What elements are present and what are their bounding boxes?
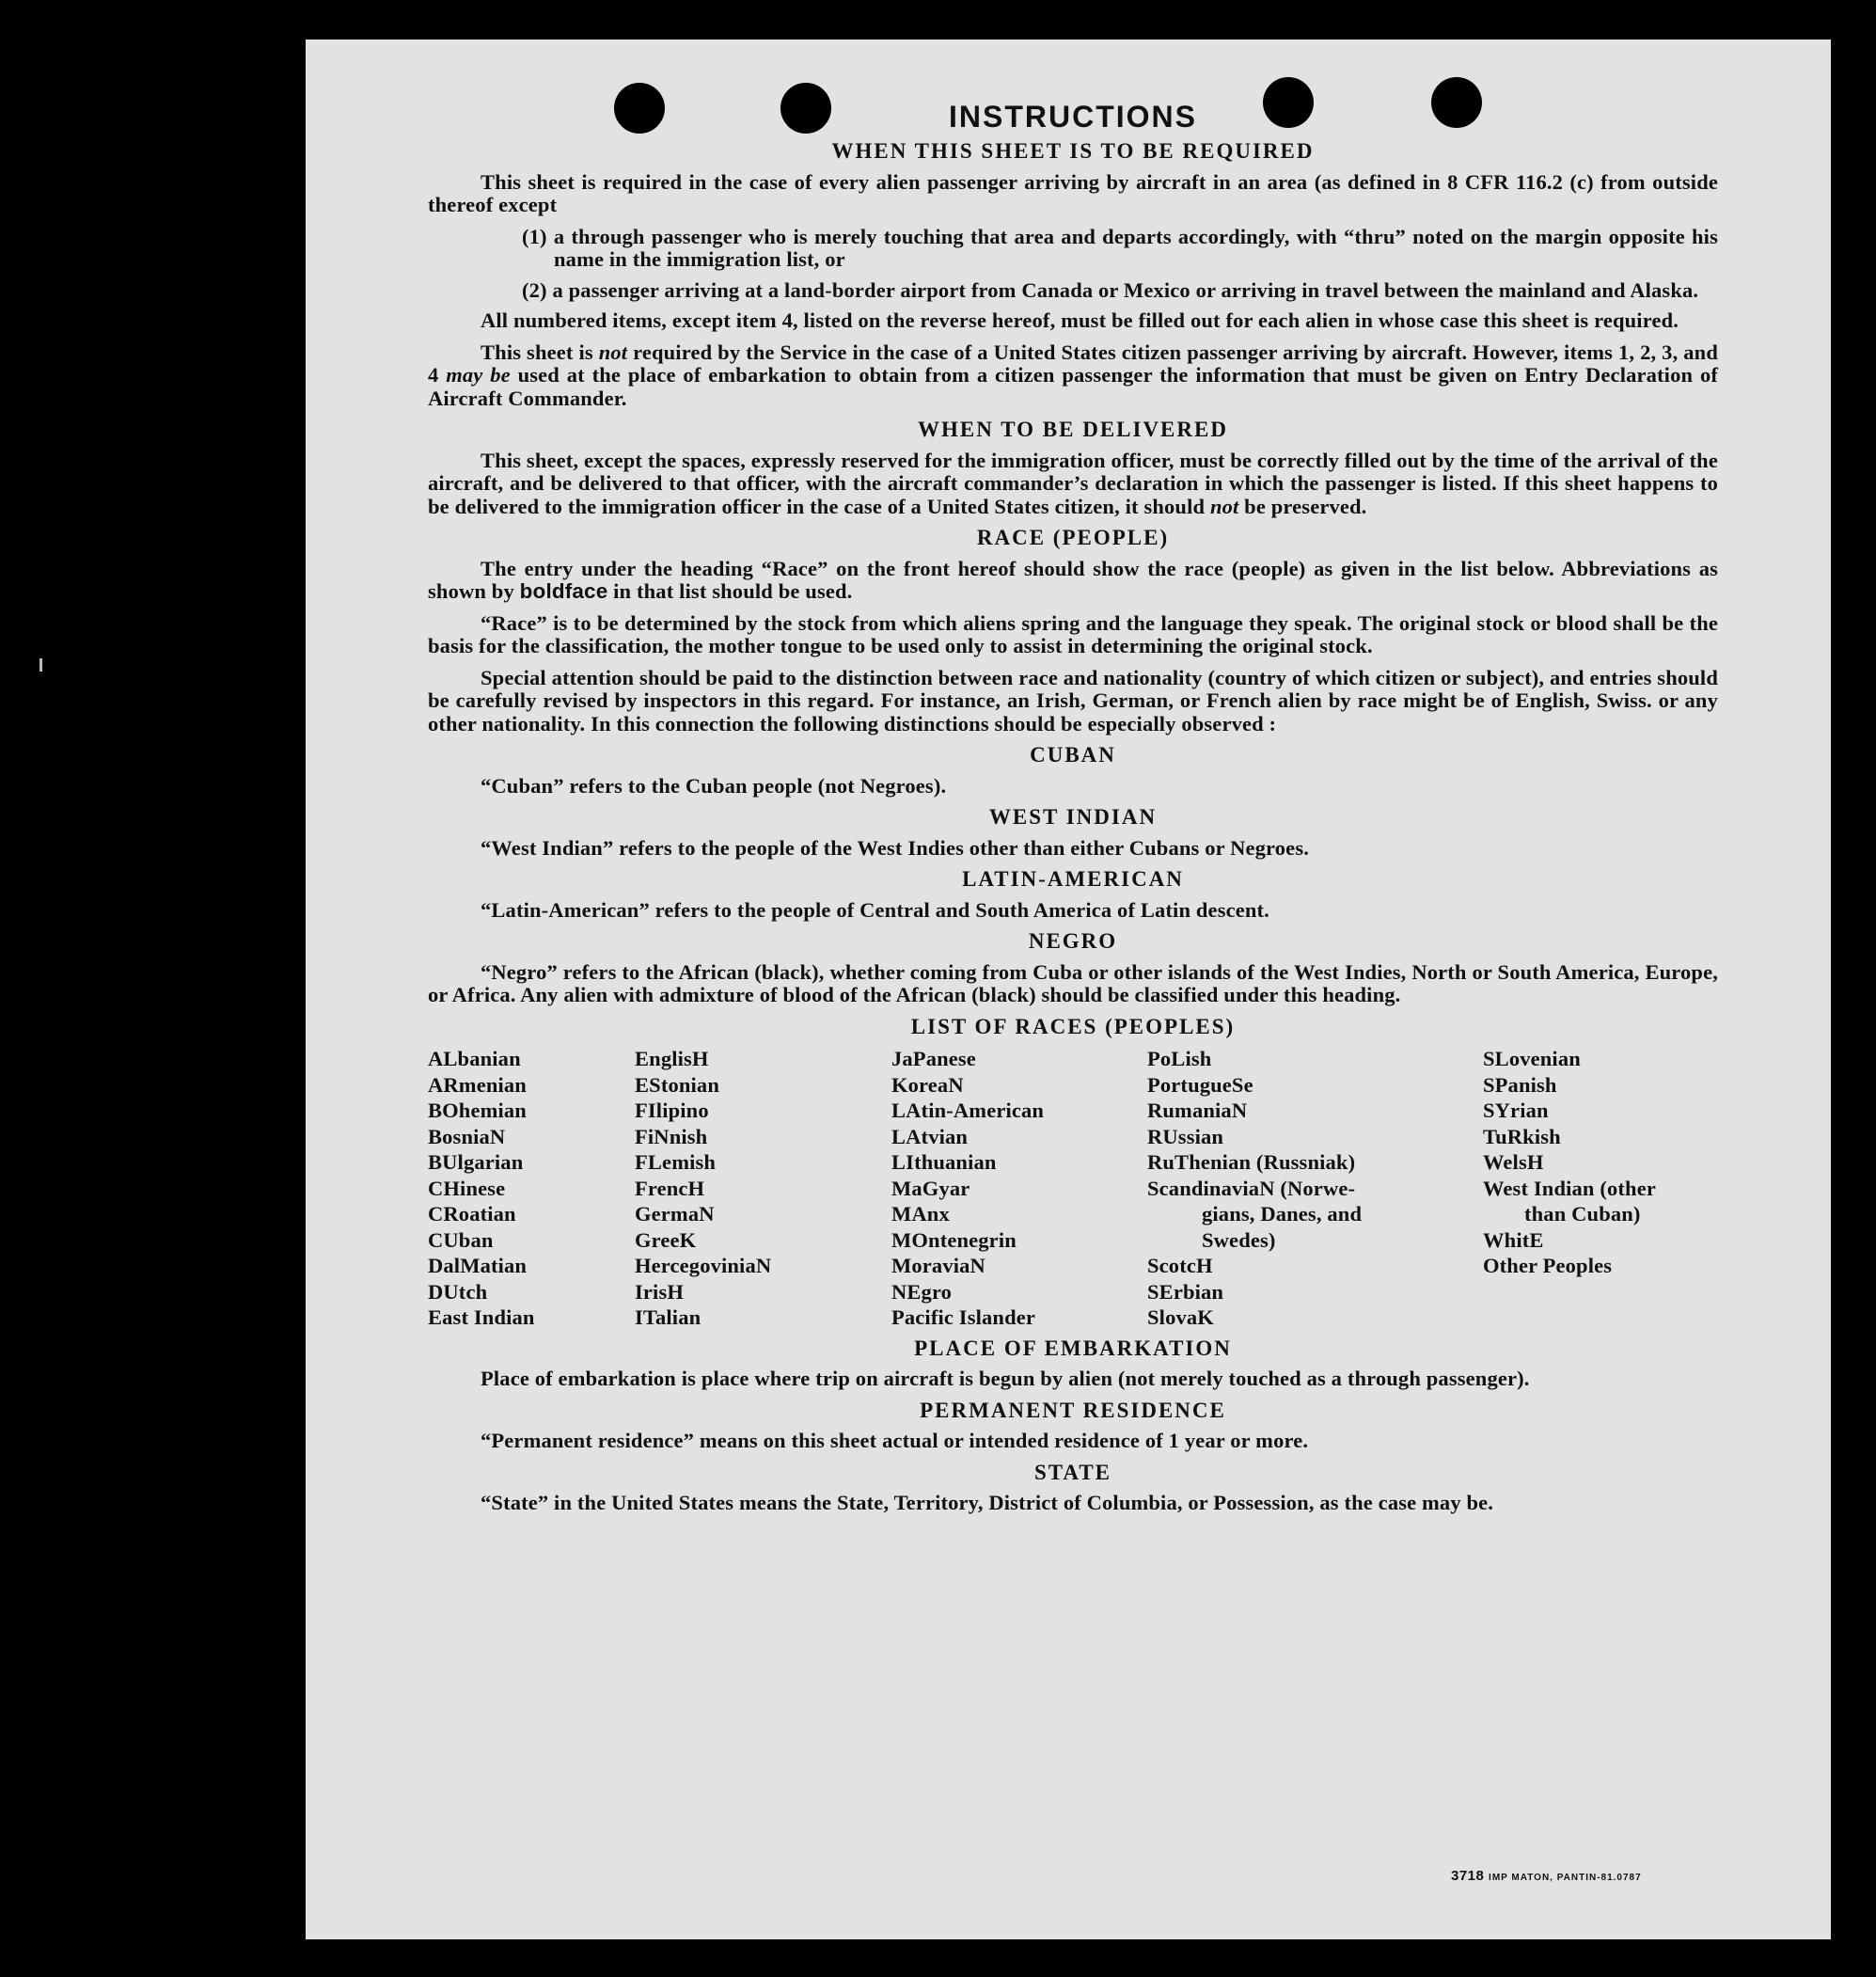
race-entry: MoraviaN	[891, 1254, 985, 1277]
race-entry: Other Peoples	[1483, 1254, 1613, 1277]
para-negro: “Negro” refers to the African (black), whether coming from Cuba or other islands of the West Indies, North or South America, Europe, or Africa. Any alien with admixture of blood of the African (black) should be classified under this heading.	[428, 959, 1718, 1006]
races-list	[428, 1046, 1718, 1331]
race-entry	[1483, 1279, 1718, 1305]
race-entry: WhitE	[1483, 1227, 1544, 1252]
race-entry: BUlgarian	[428, 1150, 524, 1174]
race-entry: MaGyar	[891, 1176, 970, 1200]
race-entry: FLemish	[635, 1150, 717, 1174]
para-state: “State” in the United States means the State, Territory, District of Columbia, or Possession, as the case may be.	[481, 1491, 1494, 1514]
race-entry: HercegoviniaN	[635, 1254, 772, 1277]
race-entry: LAtvian	[891, 1124, 969, 1148]
heading-when-delivered: WHEN TO BE DELIVERED	[918, 418, 1228, 441]
race-entry: DalMatian	[428, 1254, 528, 1277]
heading-embarkation: PLACE OF EMBARKATION	[914, 1336, 1232, 1360]
race-entry: SPanish	[1483, 1072, 1557, 1097]
page-title: INSTRUCTIONS	[949, 100, 1197, 134]
para-numbered-items: All numbered items, except item 4, listed on the reverse hereof, must be filled out for each alien in whose case this sheet is required.	[481, 308, 1679, 332]
heading-cuban: CUBAN	[1030, 743, 1116, 767]
race-entry: WelsH	[1483, 1150, 1544, 1174]
heading-state: STATE	[1033, 1460, 1111, 1484]
race-entry: TuRkish	[1483, 1124, 1561, 1148]
race-entry: LAtin-American	[891, 1099, 1045, 1122]
race-entry: GermaN	[635, 1202, 715, 1226]
race-entry: FIlipino	[635, 1099, 709, 1122]
form-number: 3718	[1451, 1868, 1485, 1884]
race-entry: SLovenian	[1483, 1047, 1581, 1070]
para-race-determination: “Race” is to be determined by the stock from which aliens spring and the language they speak. The original stock or blood shall be the basis for the classification, the mother tongue to be used only to assist in determining the original stock.	[428, 610, 1718, 657]
race-entry: CHinese	[428, 1176, 506, 1200]
para-race-entry: The entry under the heading “Race” on the front hereof should show the race (people) as given in the list below. Abbreviations as shown by boldface in that list should be used.	[428, 556, 1718, 603]
race-entry: MAnx	[891, 1202, 950, 1226]
race-entry: SlovaK	[1147, 1305, 1214, 1329]
race-entry	[1483, 1305, 1718, 1331]
race-entry: CRoatian	[428, 1202, 516, 1226]
para-permanent-residence: “Permanent residence” means on this sheet actual or intended residence of 1 year or more.	[481, 1429, 1309, 1452]
heading-negro: NEGRO	[1028, 929, 1118, 953]
race-entry: FrencH	[635, 1176, 705, 1200]
race-entry: ScandinaviaN (Norwe-	[1147, 1176, 1356, 1200]
para-race-nationality: Special attention should be paid to the distinction between race and nationality (country of which citizen or subject), and entries should be carefully revised by inspectors in this regard. For instance, an Irish, German, or French alien by race might be of English, Swiss. or any other nationality. In this connection the following distinctions should be especially observed :	[428, 665, 1718, 735]
race-entry: gians, Danes, and	[1202, 1202, 1363, 1226]
race-entry: MOntenegrin	[891, 1227, 1017, 1252]
heading-west-indian: WEST INDIAN	[988, 805, 1158, 829]
race-entry: BOhemian	[428, 1099, 527, 1122]
race-entry: than Cuban)	[1524, 1202, 1641, 1226]
race-entry: ARmenian	[428, 1072, 527, 1097]
race-entry: SErbian	[1147, 1279, 1224, 1304]
race-entry: FiNnish	[635, 1124, 708, 1148]
race-entry: PoLish	[1147, 1047, 1212, 1070]
race-entry: EStonian	[635, 1072, 719, 1097]
para-latin-american: “Latin-American” refers to the people of Central and South America of Latin descent.	[481, 897, 1269, 922]
race-entry: East Indian	[428, 1305, 535, 1329]
race-entry: RuThenian (Russniak)	[1147, 1150, 1356, 1174]
heading-latin-american: LATIN-AMERICAN	[962, 867, 1184, 891]
race-entry: PortugueSe	[1147, 1072, 1253, 1097]
race-entry: BosniaN	[428, 1124, 506, 1148]
race-entry: LIthuanian	[891, 1150, 997, 1174]
race-entry: DUtch	[428, 1279, 488, 1304]
para-citizen-not-required: This sheet is not required by the Service in the case of a United States citizen passenger arriving by aircraft. However, items 1, 2, 3, and 4 may be used at the place of embarkation to obtain from a citizen passenger the information that must be given on Entry Declaration of Aircraft Commander.	[428, 340, 1719, 410]
race-entry: Pacific Islander	[891, 1305, 1036, 1329]
race-entry: NEgro	[891, 1279, 953, 1304]
race-entry: ALbanian	[428, 1047, 521, 1070]
exception-1: (1) a through passenger who is merely touching that area and departs accordingly, with “thru” noted on the margin opposite his name in the immigration list, or	[522, 224, 1718, 271]
printer-name: IMP MATON, PANTIN-81.0787	[1489, 1873, 1642, 1883]
document-sheet	[306, 40, 1831, 1939]
race-entry: RumaniaN	[1147, 1099, 1248, 1122]
race-entry: CUban	[428, 1227, 494, 1252]
race-entry: JaPanese	[891, 1047, 976, 1070]
document-body	[428, 100, 1718, 1524]
scan-speck	[39, 658, 42, 672]
heading-race: RACE (PEOPLE)	[976, 526, 1170, 549]
para-delivered: This sheet, except the spaces, expressly reserved for the immigration officer, must be correctly filled out by the time of the arrival of the aircraft, and be delivered to that officer, with the aircraft commander’s declaration in which the passenger is listed. If this sheet happens to be delivered to the immigration officer in the case of a United States citizen, it should not be preserved.	[428, 448, 1718, 518]
race-entry: RUssian	[1147, 1124, 1224, 1148]
exception-2: (2) a passenger arriving at a land-border airport from Canada or Mexico or arriving in travel between the mainland and Alaska.	[522, 277, 1699, 302]
heading-when-required: WHEN THIS SHEET IS TO BE REQUIRED	[831, 139, 1315, 163]
printer-imprint	[1451, 1868, 1642, 1884]
race-entry: ITalian	[635, 1305, 702, 1329]
race-entry: West Indian (other	[1483, 1176, 1656, 1200]
race-entry: EnglisH	[635, 1047, 709, 1070]
race-entry: ScotcH	[1147, 1254, 1213, 1277]
para-cuban: “Cuban” refers to the Cuban people (not Negroes).	[481, 773, 947, 798]
heading-list-of-races: LIST OF RACES (PEOPLES)	[910, 1014, 1236, 1038]
race-entry: Swedes)	[1202, 1227, 1276, 1252]
para-required-intro: This sheet is required in the case of every alien passenger arriving by aircraft in an area (as defined in 8 CFR 116.2 (c) from outside thereof except	[428, 169, 1718, 216]
race-entry: GreeK	[635, 1227, 697, 1252]
race-entry: IrisH	[635, 1279, 685, 1304]
race-entry: SYrian	[1483, 1099, 1549, 1122]
para-west-indian: “West Indian” refers to the people of the West Indies other than either Cubans or Negroes.	[481, 835, 1310, 860]
race-entry: KoreaN	[891, 1072, 964, 1097]
heading-permanent-residence: PERMANENT RESIDENCE	[920, 1398, 1226, 1422]
para-embarkation: Place of embarkation is place where trip on aircraft is begun by alien (not merely touched as a through passenger).	[481, 1367, 1530, 1390]
